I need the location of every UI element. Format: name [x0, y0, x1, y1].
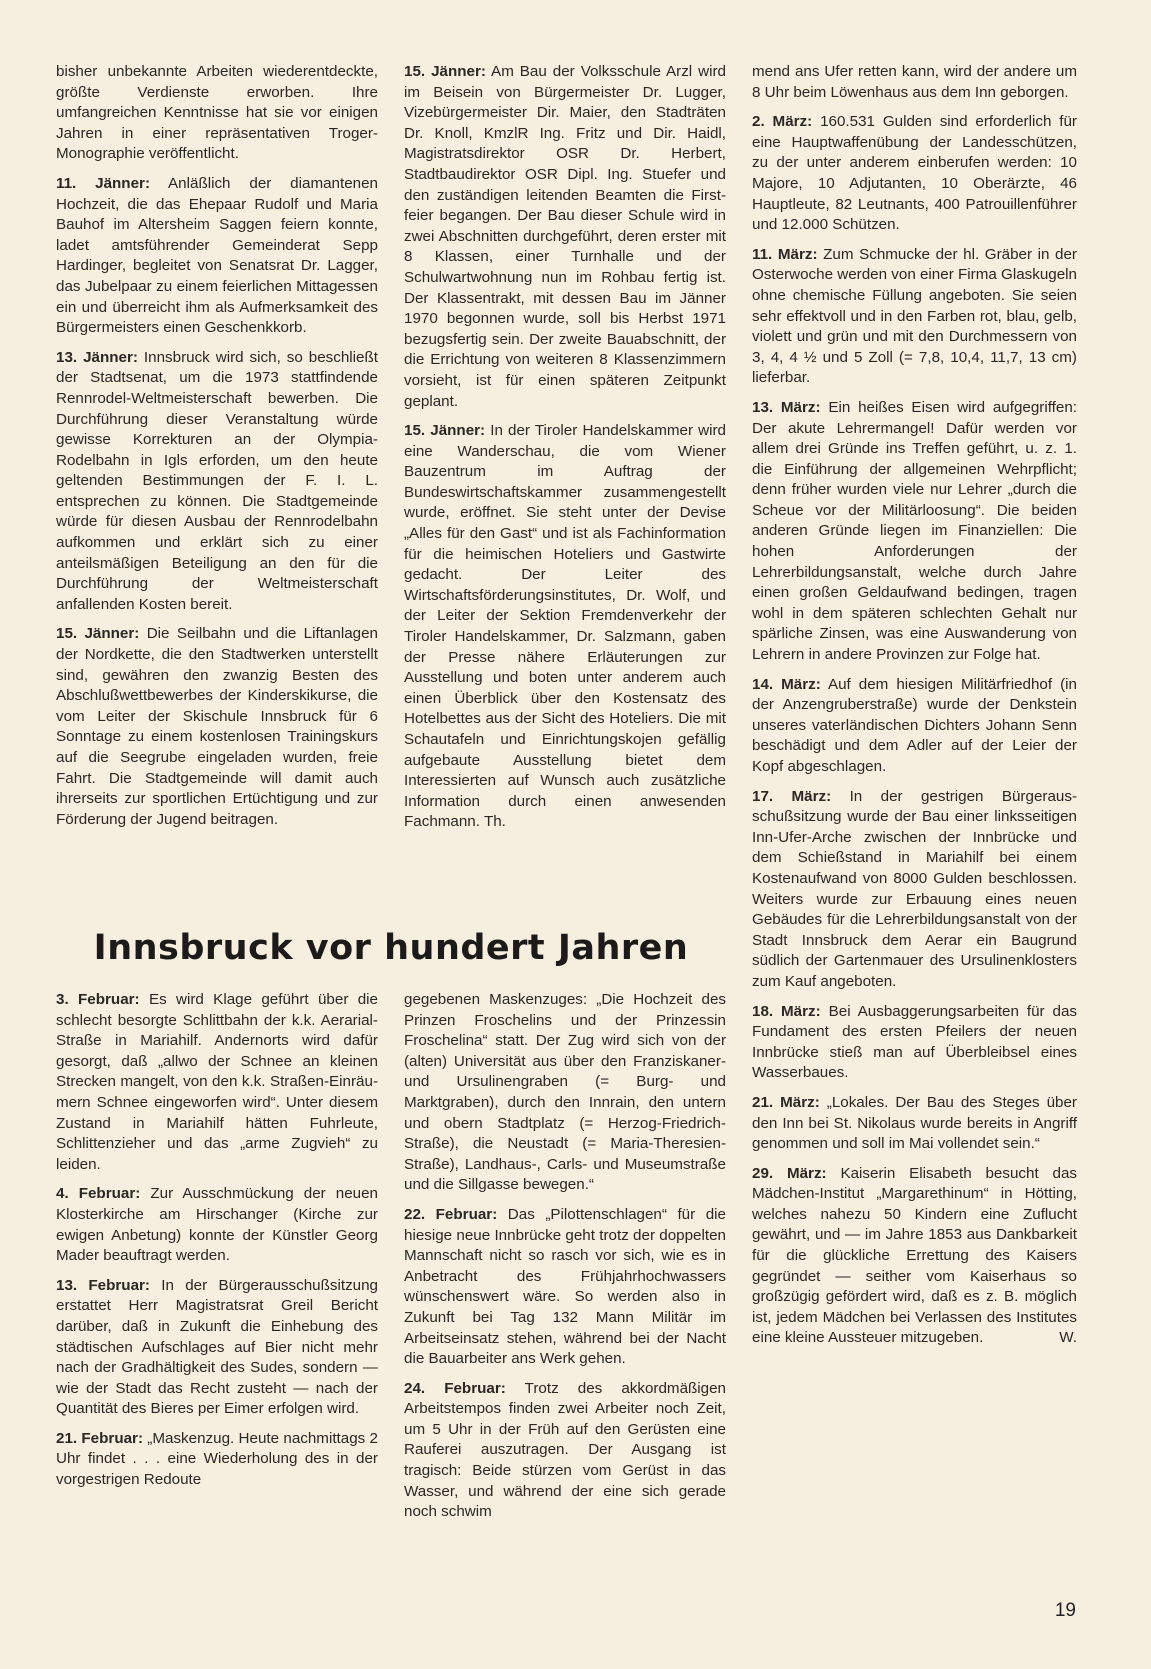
entry	[752, 245, 1077, 389]
entry-text: „Lokales. Der Bau des Steges über den Inn bei St. Nikolaus wurde bereits in Angriff genommen und soll im Mai vollendet sein.“	[752, 1093, 1077, 1153]
upper-column-2	[404, 62, 726, 842]
entry	[752, 675, 1077, 778]
entry	[56, 1184, 378, 1266]
entry	[404, 1205, 726, 1370]
entry	[56, 348, 378, 616]
entry-text: Am Bau der Volksschule Arzl wird im Beisein von Bürgermeister Dr. Lugger, Vizebürgermeister Dir. Maier, den Stadträten Dr. Knoll, KmzlR Ing. Fritz und Dir. Haidl, Magistratsdirektor OSR Dr. Herbert, Stadtbaudirektor OSR Dipl. Ing. Stuefer und den zuständigen leitenden Beamten die Firstfeier begangen. Der Bau dieser Schule wird in zwei Abschnitten durchgeführt, deren erster mit 8 Klassen, einer Turnhalle und der Schulwartwohnung nun im Rohbau fertig ist. Der Klassentrakt, mit dessen Bau im Jänner 1970 begonnen wurde, soll bis Herbst 1971 bezugsfertig sein. Der zweite Bauabschnitt, der die Errichtung von weiteren 8 Klassenzimmern vorsieht, ist für einen späteren Zeitpunkt geplant.	[404, 63, 726, 410]
entry	[752, 1164, 1077, 1349]
entry	[56, 624, 378, 830]
entry-date: 14. März:	[752, 675, 821, 693]
entry	[404, 990, 726, 1196]
page-number: 19	[1054, 1600, 1076, 1621]
author-signature: W.	[1059, 1329, 1077, 1347]
entry-date: 4. Februar:	[56, 1185, 141, 1203]
entry-text: Bei Ausbaggerungsarbeiten für das Fundament des ersten Pfeilers der neuen Innbrücke stieß man auf Überbleibsel eines Wasserbaues.	[752, 1002, 1077, 1082]
entry	[404, 62, 726, 412]
entry-date: 13. März:	[752, 398, 821, 416]
entry-date: 11. Jänner:	[56, 174, 151, 192]
entry-date: 2. März:	[752, 113, 813, 131]
lower-column-1	[56, 990, 378, 1500]
entry	[56, 1276, 378, 1420]
entry-text: gegebenen Maskenzuges: „Die Hochzeit des Prinzen Froschelins und der Prinzessin Froschelina“ statt. Der Zug wird sich von der (alten) Universität aus über den Franziskaner- und Ursulinengraben (= Burg- und Marktgraben), durch den Innrain, den untern und obern Stadtplatz (= Herzog-Friedrich-Straße), die Neustadt (= Maria-Theresien-Straße), Landhaus-, Carls- und Museumstraße und die Sillgasse bewegen.“	[404, 991, 726, 1194]
entry: bisher unbekannte Arbeiten wiederentdeckte, größte Verdienste erworben. Ihre umfangreichen Kenntnisse hat sie vor einigen Jahren in einer repräsentativen Troger-Monographie veröffentlicht.	[56, 63, 378, 163]
entry-text: Das „Pilottenschlagen“ für die hiesige neue Innbrücke geht trotz der doppelten Mannschaft nicht so rasch vor sich, wie es in Anbetracht des Frühjahrhochwassers wünschenswert wäre. So werden also in Zukunft bei Tag 132 Mann Militär im Arbeitseinsatz stehen, während bei der Nacht die Bauarbeiter ans Werk gehen.	[404, 1205, 726, 1368]
entry-text: Auf dem hiesigen Militärfriedhof (in der Anzengruberstraße) wurde der Denkstein unseres vaterländischen Dichters Johann Senn beschädigt und dem Adler auf der Leier der Kopf abgeschlagen.	[752, 675, 1077, 775]
entry-text: Zum Schmucke der hl. Gräber in der Osterwoche werden von einer Firma Glaskugeln ohne chemische Füllung angeboten. Sie seien sehr effektvoll und in den Farben rot, blau, gelb, violett und grün und mit den Durchmessern von 3, 4, 4 ½ und 5 Zoll (= 7,8, 10,4, 11,7, 13 cm) lieferbar.	[752, 245, 1077, 387]
author-signature: Th.	[483, 813, 506, 831]
entry	[404, 421, 726, 833]
entry-text: Innsbruck wird sich, so beschließt der Stadtsenat, um die 1973 stattfindende Rennrodel-Weltmeisterschaft bewerben. Die Durchführung dieser Veranstaltung würde gewisse Korrekturen an der Olympia-Rodelbahn in Igls erforden, um den heute geltenden Bestimmungen der F. I. L. entsprechen zu können. Die Stadtgemeinde würde für diesen Ausbau der Rennrodelbahn aufkommen und erklärt sich zu einer anteilsmäßigen Beteiligung an den für die Durchführung der Weltmeisterschaft anfallenden Kosten bereit.	[56, 348, 378, 613]
lower-column-2	[404, 990, 726, 1532]
entry-text: 160.531 Gulden sind erforderlich für eine Hauptwaffenübung der Landesschützen, zu der unter anderem einberufen werden: 10 Majore, 10 Adjutanten, 10 Oberärzte, 46 Hauptleute, 82 Leutnants, 400 Patrouillenführer und 12.000 Schützen.	[752, 113, 1077, 234]
entry-text: Zur Ausschmückung der neuen Klosterkirche am Hirschanger (Kirche zur ewigen Anbetung) konnte der Künstler Georg Mader beauftragt werden.	[56, 1185, 378, 1265]
entry	[56, 1429, 378, 1491]
entry	[56, 990, 378, 1175]
entry-date: 3. Februar:	[56, 991, 140, 1008]
entry	[752, 62, 1077, 103]
entry-date: 17. März:	[752, 787, 832, 805]
entry-date: 11. März:	[752, 245, 818, 263]
entry-text: Ein heißes Eisen wird aufgegriffen: Der akute Lehrermangel! Dafür werden vor allem drei Gründe ins Treffen geführt, u. z. 1. die Einführung der allgemeinen Wehrpflicht; denn früher wurden viele nur Lehrer „durch die Scheue vor der Militärloosung“. Die beiden anderen Gründe liegen im Finanziellen: Die hohen Anforderungen der Lehrerbildungsanstalt, welche durch Jahre einen großen Geldaufwand bedingen, tragen wohl in dem späteren schlechten Gehalt nur spärliche Zinsen, was eine Auswanderung von Lehrern in andere Provinzen zur Folge hat.	[752, 398, 1077, 664]
entry	[56, 174, 378, 339]
entry	[752, 1002, 1077, 1084]
entry	[752, 787, 1077, 993]
entry	[752, 398, 1077, 666]
entry-date: 15. Jänner:	[404, 422, 486, 440]
entry	[752, 112, 1077, 236]
entry-text: In der Tiroler Handelskammer wird eine Wanderschau, die vom Wiener Bauzentrum im Auftrag der Bundeswirtschaftskammer zusammengestellt wurde, eröffnet. Sie steht unter der Devise „Alles für den Gast“ und ist als Fachinformation für die heimischen Hoteliers und Gastwirte gedacht. Der Leiter des Wirtschaftsförderungsinstitutes, Dr. Wolf, und der Leiter der Sektion Fremdenverkehr der Tiroler Handelskammer, Dr. Salzmann, gaben der Presse nähere Erläuterungen zur Ausstellung und boten unter anderem auch einen Überblick über den Kostensatz des Hotelbettes aus der Sicht des Hoteliers. Die mit Schautafeln und Einrichtungskojen gefällig aufgebaute Ausstellung bietet dem Interessierten auf Wunsch auch zusätzliche Information durch einen anwesenden Fachmann.	[404, 422, 726, 831]
entry-text: mend ans Ufer retten kann, wird der andere um 8 Uhr beim Löwenhaus aus dem Inn geborgen.	[752, 63, 1077, 101]
entry-date: 15. Jänner:	[56, 625, 140, 643]
entry-text: Trotz des akkordmäßigen Arbeitstempos finden zwei Arbeiter noch Zeit, um 5 Uhr in der Früh auf den Gerüsten eine Rauferei auszutragen. Der Ausgang ist tragisch: Beide stürzen vom Gerüst in das Wasser, und während der eine sich gerade noch schwim	[404, 1379, 727, 1521]
entry-text: In der Bürgerausschußsitzung erstattet Herr Magistratsrat Greil Bericht darüber, daß in Zukunft die Einhebung des städtischen Aufschlages auf Bier nicht mehr nach der Gradhältigkeit des Sudes, sondern — wie der Stadt das Recht zusteht — nach der Quantität des Bieres per Eimer erfolgen wird.	[56, 1276, 379, 1418]
entry-date: 15. Jänner:	[404, 63, 486, 80]
section-headline: Innsbruck vor hundert Jahren	[93, 928, 689, 968]
entry-date: 29. März:	[752, 1164, 827, 1182]
entry-text: Anläßlich der diamantenen Hochzeit, die das Ehepaar Rudolf und Maria Bauhof im Altersheim Saggen feiern konnte, ladet amtsführender Gemeinderat Sepp Hardinger, begleitet von Senatsrat Dr. Lagger, das Jubelpaar zu einem feierlichen Mittagessen ein und überreicht ihm als Aufmerksamkeit des Bürgermeisters einen Geschenkkorb.	[56, 174, 379, 337]
entry-date: 18. März:	[752, 1002, 821, 1020]
entry-date: 24. Februar:	[404, 1379, 506, 1397]
entry-text: Kaiserin Elisabeth besucht das Mädchen-Institut „Margarethinum“ in Hötting, welches nahezu 50 Kindern eine Zuflucht gewährt, und — im Jahre 1853 aus Dankbarkeit für die glückliche Errettung des Kaisers gegründet — seither vom Kaiserhaus so großzügig gefördert wird, daß es z. B. möglich ist, jedem Mädchen bei Verlassen des Institutes eine kleine Aussteuer mitzugeben.	[752, 1164, 1078, 1347]
entry-text: In der gestrigen Bürgerausschußsitzung wurde der Bau einer linksseitigen Inn-Ufer-Arche zwischen der Innbrücke und dem Schießstand in Mariahilf bei einem Kostenaufwand von 8000 Gulden beschlossen. Weiters wurde zur Erbauung eines neuen Gebäudes für die Lehrerbildungsanstalt von der Stadt Innsbruck dem Aerar ein Baugrund südlich der Gartenmauer des Ursulinenklosters zum Kauf angeboten.	[752, 787, 1077, 990]
entry-date: 21. Februar:	[56, 1429, 144, 1447]
entry-date: 13. Februar:	[56, 1276, 150, 1294]
entry-text: Die Seilbahn und die Liftanlagen der Nordkette, die den Stadtwerken unterstellt sind, gewähren den zwanzig Besten des Abschlußwettbewerbes der Kinderskikurse, die vom Leiter der Skischule Innsbruck für 6 Sonntage zu einem kostenlosen Trainingskurs auf die Seegrube eingeladen wurden, freie Fahrt. Die Stadtgemeinde will damit auch ihrerseits zur sportlichen Ertüchtigung und zur Förderung der Jugend beitragen.	[56, 625, 378, 828]
entry-text: „Maskenzug. Heute nachmittags 2 Uhr findet . . . eine Wiederholung des in der vorgestrigen Redoute	[56, 1429, 378, 1489]
entry-date: 13. Jänner:	[56, 348, 138, 366]
entry-date: 21. März:	[752, 1093, 820, 1111]
upper-column-1	[56, 62, 378, 839]
entry	[752, 1093, 1077, 1155]
right-column	[752, 62, 1077, 1358]
entry-text: Es wird Klage geführt über die schlecht besorgte Schlittbahn der k.k. Aerarial-Straße in Mariahilf. Andernorts wird dafür gesorgt, daß „allwo der Schnee an kleinen Strecken mangelt, von den k.k. Straßen-Einräumern Schnee eingeworfen wird“. Unter diesem Zustand in Mariahilf hätten Fuhrleute, Schlittenzieher und das „arme Zugvieh“ zu leiden.	[56, 991, 378, 1173]
entry-date: 22. Februar:	[404, 1205, 498, 1223]
entry	[404, 1379, 726, 1523]
